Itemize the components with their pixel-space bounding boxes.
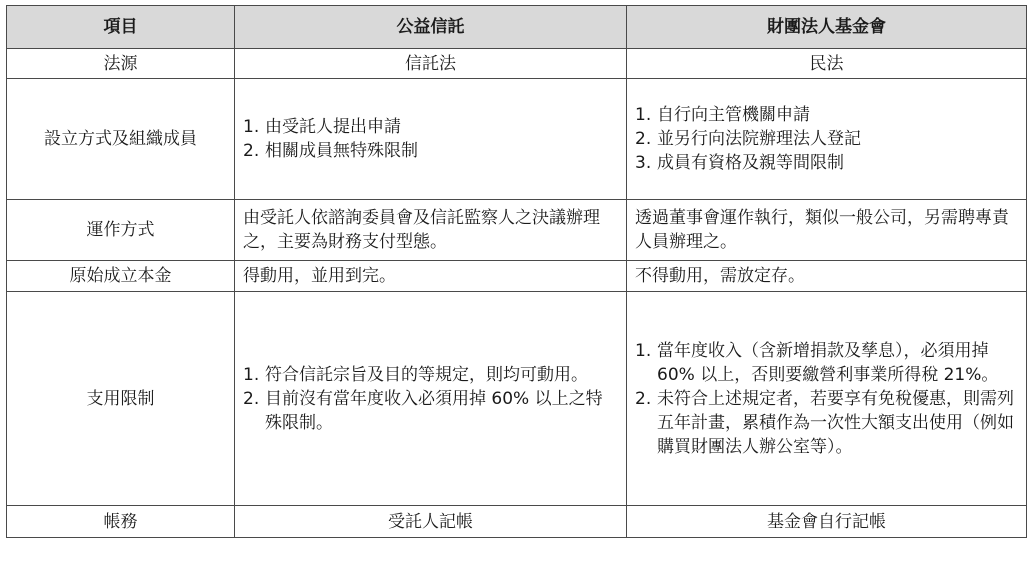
header-item: 項目	[7, 6, 235, 49]
item-cell: 原始成立本金	[7, 261, 235, 292]
item-cell: 帳務	[7, 506, 235, 538]
list-item: 2. 並另行向法院辦理法人登記	[635, 129, 861, 149]
list-item: 2. 目前沒有當年度收入必須用掉 60% 以上之特殊限制。	[243, 388, 603, 433]
foundation-cell	[627, 292, 1027, 506]
list-item: 1. 自行向主管機關申請	[635, 105, 810, 125]
item-cell: 設立方式及組織成員	[7, 79, 235, 200]
list-item: 2. 未符合上述規定者，若要享有免稅優惠，則需列五年計畫，累積作為一次性大額支出使用（例如購買財團法人辦公室等）。	[635, 388, 1014, 457]
table-row-spending-limit	[7, 292, 1027, 506]
table-row-operation	[7, 200, 1027, 261]
header-foundation: 財團法人基金會	[627, 6, 1027, 49]
trust-cell: 得動用，並用到完。	[235, 261, 627, 292]
list-item: 1. 當年度收入（含新增捐款及孳息），必須用掉 60% 以上，否則要繳營利事業所得稅 21%。	[635, 340, 999, 385]
foundation-cell: 透過董事會運作執行，類似一般公司，另需聘專責人員辦理之。	[627, 200, 1027, 261]
foundation-cell: 民法	[627, 49, 1027, 79]
item-cell: 法源	[7, 49, 235, 79]
trust-establishment-list	[243, 115, 618, 163]
trust-cell: 受託人記帳	[235, 506, 627, 538]
comparison-table	[6, 5, 1027, 538]
header-row	[7, 6, 1027, 49]
foundation-spending-list	[635, 339, 1018, 459]
trust-cell: 信託法	[235, 49, 627, 79]
foundation-cell	[627, 79, 1027, 200]
foundation-cell: 不得動用，需放定存。	[627, 261, 1027, 292]
trust-cell: 由受託人依諮詢委員會及信託監察人之決議辦理之，主要為財務支付型態。	[235, 200, 627, 261]
trust-cell	[235, 292, 627, 506]
list-item: 3. 成員有資格及親等間限制	[635, 153, 844, 173]
list-item: 1. 符合信託宗旨及目的等規定，則均可動用。	[243, 364, 588, 385]
table-row-establishment	[7, 79, 1027, 200]
list-item: 2. 相關成員無特殊限制	[243, 141, 418, 161]
foundation-cell: 基金會自行記帳	[627, 506, 1027, 538]
table-row-principal	[7, 261, 1027, 292]
header-public-trust: 公益信託	[235, 6, 627, 49]
table-row-legal-source	[7, 49, 1027, 79]
trust-cell	[235, 79, 627, 200]
table-row-accounting	[7, 506, 1027, 538]
item-cell: 運作方式	[7, 200, 235, 261]
trust-spending-list	[243, 363, 618, 435]
foundation-establishment-list	[635, 103, 1018, 175]
item-cell: 支用限制	[7, 292, 235, 506]
list-item: 1. 由受託人提出申請	[243, 117, 401, 137]
comparison-table-container	[6, 5, 1027, 538]
